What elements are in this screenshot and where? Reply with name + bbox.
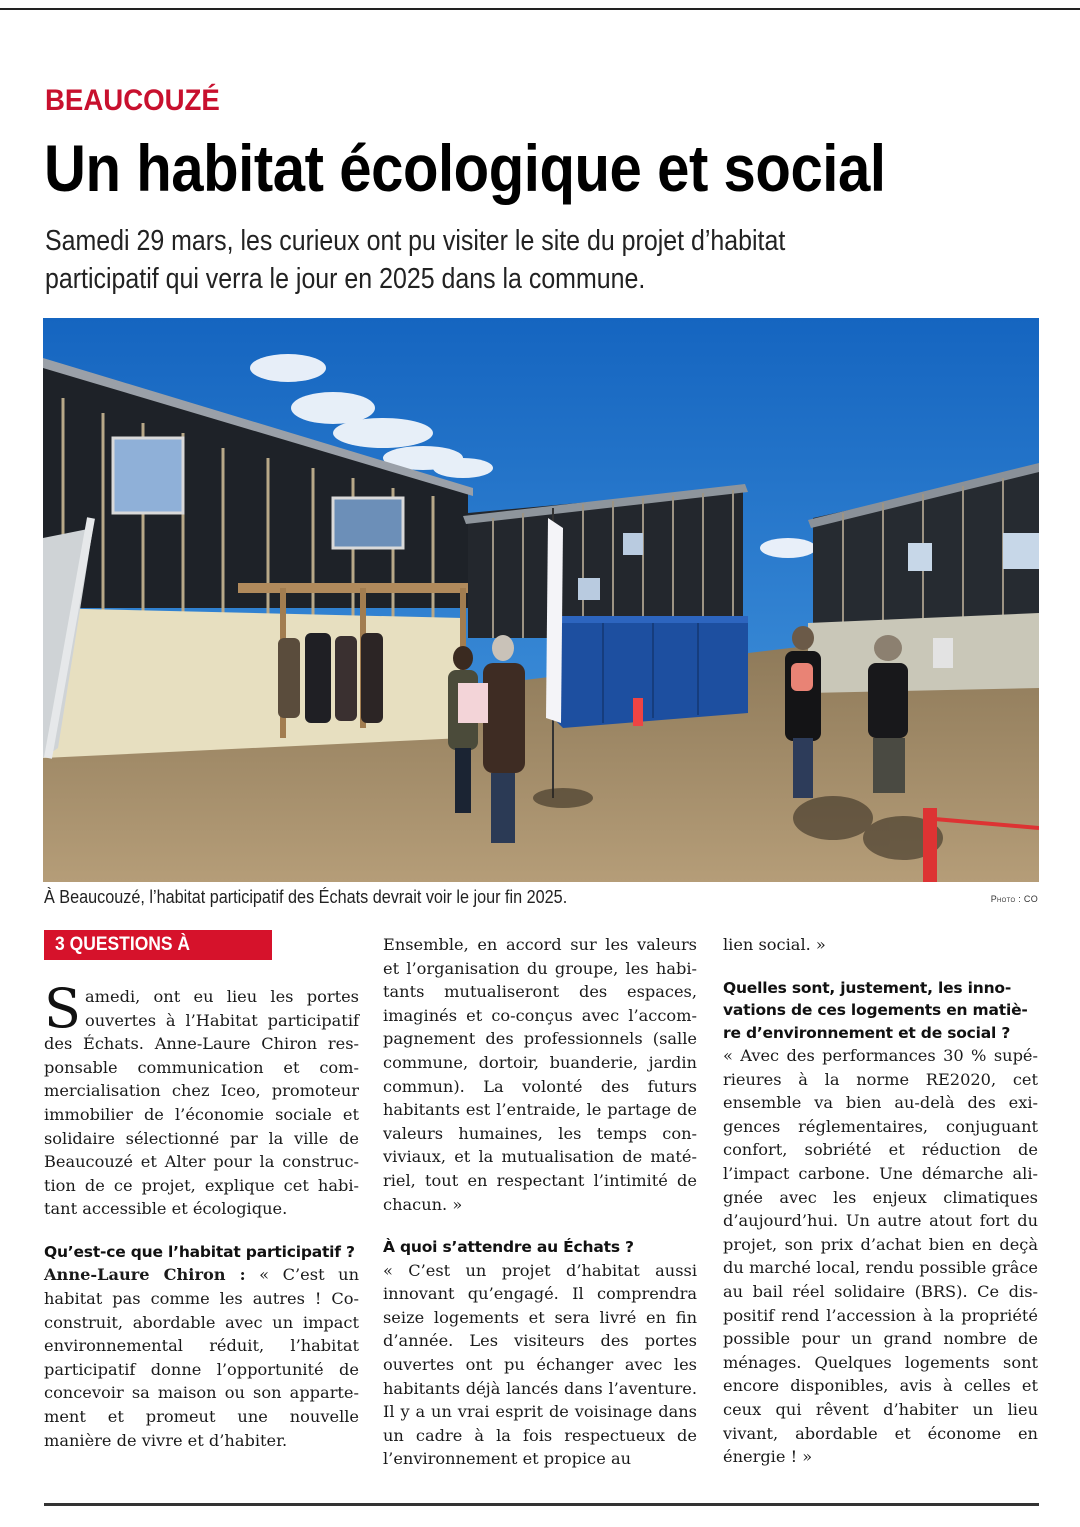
subhead-line-2: participatif qui verra le jour en 2025 dans la commune. xyxy=(45,263,646,295)
answer-2-part-2: lien social. » xyxy=(723,935,826,954)
question-2: À quoi s’attendre au Échats ? xyxy=(383,1238,634,1257)
article-kicker: BEAUCOUZÉ xyxy=(45,84,220,117)
bottom-rule xyxy=(44,1503,1039,1506)
speaker-name: Anne-Laure Chiron : xyxy=(44,1265,246,1285)
dropcap: S xyxy=(44,977,81,1040)
top-rule xyxy=(0,8,1080,10)
article-subhead xyxy=(45,222,991,298)
photo-credit-label: Photo xyxy=(990,894,1016,904)
answer-2-part-1: « C’est un projet d’habitat aussi innovant qu’engagé. Il comprendra seize logements et sera livré en fin d’année. Les visiteurs des portes ouvertes ont pu échanger avec les habitants déjà lancés dans l’aventure. Il y a un vrai esprit de voisinage dans un cadre à la fois respectueux de l’environnement et propice au xyxy=(383,1260,697,1469)
question-1: Qu’est-ce que l’habitat participatif ? xyxy=(44,1242,355,1261)
answer-3: « Avec des performances 30 % supérieures à la norme RE2020, cet ensemble va bien au-delà des exigences réglementaires, conjuguant confort, sobriété et réduction de l’impact carbone. Une démarche alignée avec les enjeux climatiques d’aujourd’hui. Un autre atout fort du projet, son prix d’achat bien en deçà du marché local, rendu possible grâce au bail réel solidaire (BRS). Ce dispositif rend l’accession à la propriété possible pour un grand nombre de ménages. Quelques logements sont encore disponibles, avis à celles et ceux qui rêvent d’habiter un lieu vivant, abordable et économe en énergie ! » xyxy=(723,1046,1038,1467)
photo-credit-value: CO xyxy=(1023,894,1038,904)
photo-credit-separator: : xyxy=(1015,894,1024,904)
construction-site-photo-icon xyxy=(43,318,1039,882)
photo-credit xyxy=(991,894,1038,904)
intro-paragraph xyxy=(44,977,359,1221)
section-badge-label: 3 QUESTIONS À xyxy=(55,934,191,955)
answer-1-text: « C’est un habitat pas comme les autres ! Co-construit, abordable avec un impact environnemental réduit, l’habitat participatif donne l’opportunité de concevoir sa maison ou son appartement et promeut une nouvelle manière de vivre et d’habiter. xyxy=(44,1265,359,1450)
section-badge xyxy=(44,930,272,960)
answer-1-part-2: Ensemble, en accord sur les valeurs et l’organisation du groupe, les habitants mutualiseront des espaces, imaginés et co-conçus avec l’accompagnement des professionnels (salle commune, dortoir, buanderie, jardin commun). La volonté des futurs habitants est l’entraide, le partage de valeurs humaines, les temps conviviaux, et la mutualisation de matériel, tout en respectant l’intimité de chacun. » xyxy=(383,935,697,1214)
answer-1-part-1 xyxy=(44,1263,359,1452)
article-headline: Un habitat écologique et social xyxy=(44,131,886,205)
article-column-3 xyxy=(723,933,1038,1469)
intro-text: amedi, ont eu lieu les portes ouvertes à l’Habitat participatif des Échats. Anne-Laure Chiron responsable communication et commercialisation chez Iceo, promoteur immobilier de l’économie sociale et solidaire sélectionné par la ville de Beaucouzé et Alter pour la construction de ce projet, explique cet habitant accessible et écologique. xyxy=(44,987,359,1219)
question-3: Quelles sont, justement, les innovations de ces logements en matière d’environnement et de social ? xyxy=(723,978,1028,1042)
subhead-line-1: Samedi 29 mars, les curieux ont pu visiter le site du projet d’habitat xyxy=(45,225,786,257)
article-column-2 xyxy=(383,933,697,1471)
article-column-1 xyxy=(44,977,359,1452)
article-photo xyxy=(43,318,1039,882)
photo-caption: À Beaucouzé, l’habitat participatif des Échats devrait voir le jour fin 2025. xyxy=(44,887,568,907)
